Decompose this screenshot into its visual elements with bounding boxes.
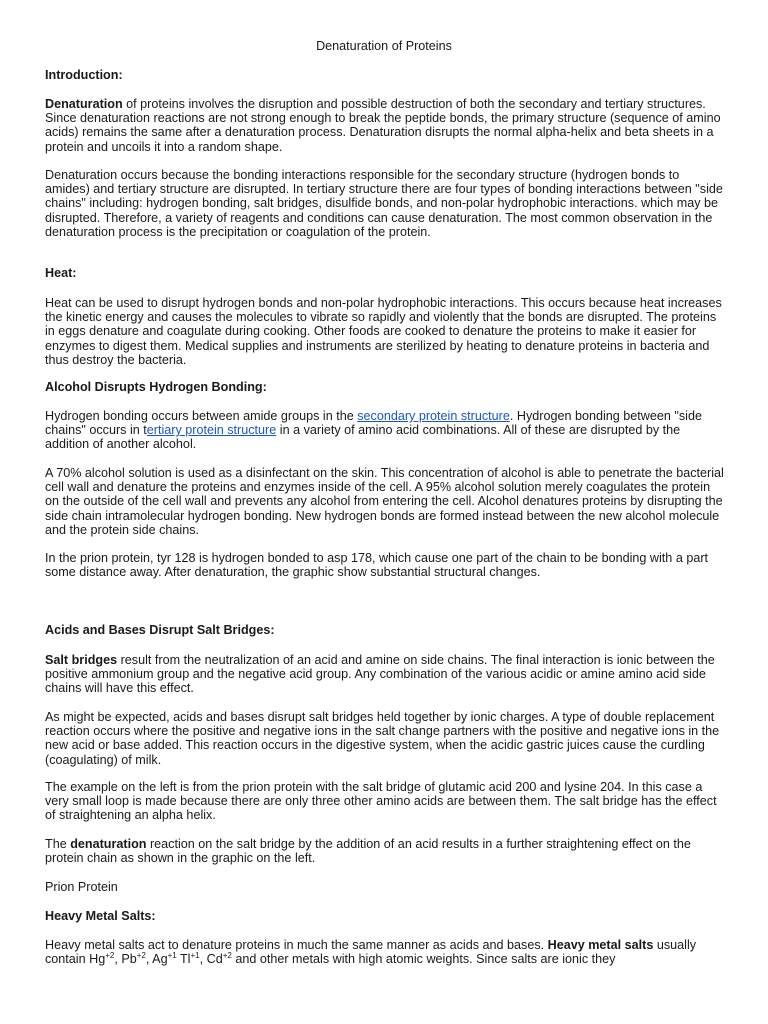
- acids-heading: Acids and Bases Disrupt Salt Bridges:: [45, 623, 275, 637]
- acids-paragraph-1: Salt bridges result from the neutralization of an acid and amine on side chains. The final interaction is ionic between the positive ammonium group and the negative acid group. Any combination of the various acidic or amine amino acid side chains will have this effect.: [45, 653, 715, 696]
- secondary-structure-link[interactable]: secondary protein structure: [357, 409, 510, 423]
- alcohol-paragraph-2: A 70% alcohol solution is used as a disinfectant on the skin. This concentration of alcohol is able to penetrate the bacterial cell wall and denature the proteins and enzymes inside of the cell. A 95% alcohol solution merely coagulates the protein on the outside of the cell wall and prevents any alcohol from entering the cell. Alcohol denatures proteins by disrupting the side chain intramolecular hydrogen bonding. New hydrogen bonds are formed instead between the new alcohol molecule and the protein side chains.: [45, 466, 724, 537]
- heat-heading: Heat:: [45, 266, 77, 280]
- prion-protein-caption: Prion Protein: [45, 880, 118, 894]
- metals-paragraph-1: Heavy metal salts act to denature proteins in much the same manner as acids and bases. Heavy metal salts usually contain $Hg^{+2}$, $Pb^{+2}$, $Ag^{+1}$ $Tl^{+1}$, $Cd^{+2}$ and other metals with high atomic weights. Since salts are ionic they: [45, 938, 697, 967]
- metals-heading: Heavy Metal Salts:: [45, 909, 156, 923]
- acids-paragraph-3: The example on the left is from the prion protein with the salt bridge of glutamic acid 200 and lysine 204. In this case a very small loop is made because there are only three other amino acids are between them. The salt bridge has the effect of straightening an alpha helix.: [45, 780, 717, 823]
- acids-paragraph-4: The denaturation reaction on the salt bridge by the addition of an acid results in a further straightening effect on the protein chain as shown in the graphic on the left.: [45, 837, 691, 866]
- alcohol-heading: Alcohol Disrupts Hydrogen Bonding:: [45, 380, 267, 394]
- document-title: Denaturation of Proteins: [316, 39, 452, 53]
- intro-heading: Introduction:: [45, 68, 123, 82]
- denaturation-term: Denaturation: [45, 97, 123, 111]
- intro-paragraph-2: Denaturation occurs because the bonding interactions responsible for the secondary structure (hydrogen bonds to amides) and tertiary structure are disrupted. In tertiary structure there are four types of bonding interactions between "side chains" including: hydrogen bonding, salt bridges, disulfide bonds, and non-polar hydrophobic interactions. which may be disrupted. Therefore, a variety of reagents and conditions can cause denaturation. The most common observation in the denaturation process is the precipitation or coagulation of the protein.: [45, 168, 723, 239]
- salt-bridges-term: Salt bridges: [45, 653, 118, 667]
- denaturation-term: denaturation: [70, 837, 147, 851]
- intro-paragraph-1: Denaturation of proteins involves the disruption and possible destruction of both the secondary and tertiary structures. Since denaturation reactions are not strong enough to break the peptide bonds, the primary structure (sequence of amino acids) remains the same after a denaturation process. Denaturation disrupts the normal alpha-helix and beta sheets in a protein and uncoils it into a random shape.: [45, 97, 721, 154]
- alcohol-paragraph-3: In the prion protein, tyr 128 is hydrogen bonded to asp 178, which cause one part of the chain to be bonding with a part some distance away. After denaturation, the graphic show substantial structural changes.: [45, 551, 709, 580]
- acids-paragraph-2: As might be expected, acids and bases disrupt salt bridges held together by ionic charges. A type of double replacement reaction occurs where the positive and negative ions in the salt change partners with the positive and negative ions in the new acid or base added. This reaction occurs in the digestive system, when the acidic gastric juices cause the curdling (coagulating) of milk.: [45, 710, 720, 767]
- heavy-metal-salts-term: Heavy metal salts: [547, 938, 654, 952]
- heat-paragraph: Heat can be used to disrupt hydrogen bonds and non-polar hydrophobic interactions. This occurs because heat increases the kinetic energy and causes the molecules to vibrate so rapidly and violently that the bonds are disrupted. The proteins in eggs denature and coagulate during cooking. Other foods are cooked to denature the proteins to make it easier for enzymes to digest them. Medical supplies and instruments are sterilized by heating to denature proteins in bacteria and thus destroy the bacteria.: [45, 296, 722, 367]
- alcohol-paragraph-1: Hydrogen bonding occurs between amide groups in the secondary protein structure. Hydrogen bonding between "side chains" occurs in tertiary protein structure in a variety of amino acid combinations. All of these are disrupted by the addition of another alcohol.: [45, 409, 702, 452]
- tertiary-structure-link[interactable]: ertiary protein structure: [146, 423, 277, 438]
